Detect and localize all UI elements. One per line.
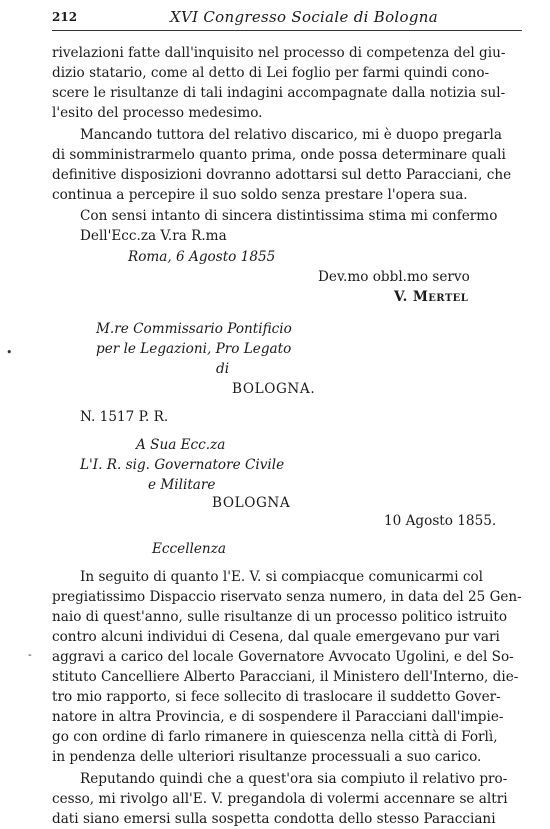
addressee1-line3: di [216, 361, 230, 377]
letter2-to2: L'I. R. sig. Governatore Civile [80, 457, 285, 473]
letter2-to4: BOLOGNA [212, 495, 291, 511]
para3-line6: stituto Cancelliere Alberto Paracciani, il Ministero dell'Interno, die- [52, 669, 519, 685]
para1-line3: scere le risultanze di tali indagini accompagnate dalla notizia sul- [52, 85, 506, 101]
para2-line2: di somministrarmelo quanto prima, onde possa determinare quali [52, 147, 506, 163]
para4-line2: cesso, mi rivolgo all'E. V. pregandola di volermi accennare se altri [52, 791, 508, 807]
closing-place-date: Roma, 6 Agosto 1855 [128, 249, 276, 265]
para2-line4: continua a percepire il suo soldo senza prestare l'opera sua. [52, 187, 468, 203]
para3-line3: naio di quest'anno, sulle risultanze di un processo politico istruito [52, 609, 508, 625]
letter2-to3: e Militare [148, 477, 216, 493]
margin-dot-mark: • [6, 346, 13, 359]
closing-signature: V. Mertel [394, 289, 469, 305]
letter2-salutation: Eccellenza [152, 541, 226, 557]
para4-line3: dati siano emersi sulla sospetta condotta dello stesso Paracciani [52, 811, 496, 827]
running-title: XVI Congresso Sociale di Bologna [170, 8, 438, 26]
para2-line1: Mancando tuttora del relativo discarico, mi è duopo pregarla [80, 127, 502, 143]
margin-dash-mark: - [28, 648, 32, 661]
para1-line2: dizio statario, come al detto di Lei foglio per farmi quindi cono- [52, 65, 490, 81]
para1-line1: rivelazioni fatte dall'inquisito nel processo di competenza del giu- [52, 45, 506, 61]
addressee1-line4: BOLOGNA. [232, 381, 316, 397]
para3-line7: tro mio rapporto, si fece sollecito di traslocare il suddetto Gover- [52, 689, 501, 705]
para3-line1: In seguito di quanto l'E. V. si compiacque comunicarmi col [80, 569, 484, 585]
para3-line4: contro alcuni individui di Cesena, dal quale emergevano pur vari [52, 629, 500, 645]
letter2-date: 10 Agosto 1855. [384, 513, 497, 529]
addressee1-line1: M.re Commissario Pontificio [96, 321, 292, 337]
page-number: 212 [52, 10, 78, 24]
closing-servant: Dev.mo obbl.mo servo [318, 269, 470, 285]
para3-line2: pregiatissimo Dispaccio riservato senza numero, in data del 25 Gen- [52, 589, 522, 605]
page-header [52, 6, 522, 31]
closing-line2: Dell'Ecc.za V.ra R.ma [80, 228, 227, 244]
para1-line4: l'esito del processo medesimo. [52, 105, 263, 121]
closing-line1: Con sensi intanto di sincera distintissima stima mi confermo [80, 208, 498, 224]
para3-line10: in pendenza delle ulteriori risultanze processuali a suo carico. [52, 749, 482, 765]
para3-line9: go con ordine di farlo rimanere in quiescenza nella città di Forlì, [52, 729, 498, 745]
para4-line1: Reputando quindi che a quest'ora sia compiuto il relativo pro- [80, 771, 508, 787]
para3-line8: natore in altra Provincia, e di sospendere il Paracciani dall'impie- [52, 709, 504, 725]
letter2-number: N. 1517 P. R. [80, 409, 169, 425]
addressee1-line2: per le Legazioni, Pro Legato [96, 341, 292, 357]
letter2-to1: A Sua Ecc.za [136, 437, 226, 453]
para3-line5: aggravi a carico del locale Governatore Avvocato Ugolini, e del So- [52, 649, 514, 665]
para2-line3: definitive disposizioni dovranno adottarsi sul detto Paracciani, che [52, 167, 512, 183]
